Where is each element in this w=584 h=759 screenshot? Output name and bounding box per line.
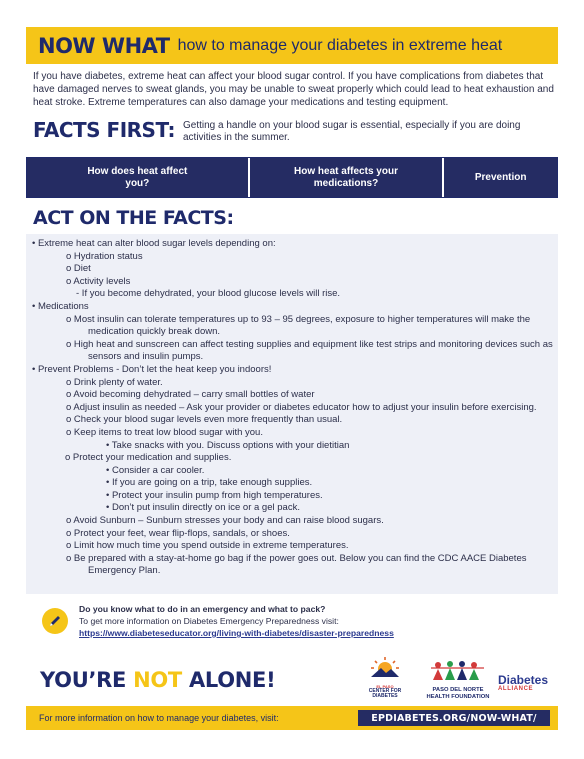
content-line: o Avoid Sunburn – Sunburn stresses your body and can raise blood sugars.	[66, 515, 384, 527]
header-bold-title: NOW WHAT	[38, 33, 170, 58]
tab-medications[interactable]: How heat affects your medications?	[250, 158, 445, 197]
content-line: o Limit how much time you spend outside in extreme temperatures.	[66, 540, 349, 552]
content-line: o Avoid becoming dehydrated – carry small bottles of water	[66, 389, 315, 401]
el-paso-center-for-diabetes-logo	[361, 655, 409, 700]
content-line: o Keep items to treat low blood sugar with you.	[66, 426, 263, 438]
facts-first-title: FACTS FIRST:	[33, 118, 175, 142]
content-line: o Check your blood sugar levels even more frequently than usual.	[66, 414, 343, 426]
facts-first-section	[33, 118, 563, 150]
content-line: • Don’t put insulin directly on ice or a gel pack.	[106, 502, 300, 514]
facts-content-panel	[26, 234, 558, 594]
content-line: o Activity levels	[66, 275, 131, 287]
facts-first-text: Getting a handle on your blood sugar is essential, especially if you are doing activities in the summer.	[183, 120, 521, 143]
emergency-question: Do you know what to do in an emergency and what to pack?	[79, 604, 326, 614]
logo3-diabetes: Diabetes	[498, 673, 549, 687]
logo1-line1: CENTER FOR	[368, 688, 402, 694]
alone-not: NOT	[133, 668, 182, 692]
content-line: • Medications	[32, 300, 89, 312]
logo2-line1: PASO DEL NORTE	[432, 687, 484, 693]
tab-heat-effects[interactable]: How does heat affect you?	[27, 158, 250, 197]
paso-del-norte-logo	[422, 660, 494, 700]
tab-prevention[interactable]: Prevention	[444, 158, 557, 197]
logo3-alliance: ALLIANCE	[498, 686, 534, 692]
logo2-line2: HEALTH FOUNDATION	[426, 693, 490, 700]
content-line: • Extreme heat can alter blood sugar levels depending on:	[32, 238, 276, 249]
people-figures-icon	[428, 660, 488, 682]
topic-tabs	[26, 157, 558, 198]
pencil-icon	[42, 608, 68, 634]
header-banner	[26, 27, 558, 64]
logo1-top: EL PASO	[376, 684, 394, 689]
emergency-text	[79, 603, 394, 639]
content-line: o Protect your medication and supplies.	[65, 452, 232, 464]
content-line: • Consider a car cooler.	[106, 464, 205, 476]
content-line: o Drink plenty of water.	[66, 376, 163, 388]
emergency-section	[26, 600, 558, 644]
content-line: • Take snacks with you. Discuss options with your dietitian	[106, 439, 350, 451]
content-line: o Protect your feet, wear flip-flops, sandals, or shoes.	[66, 527, 290, 539]
content-line: o Hydration status	[66, 250, 143, 262]
youre-not-alone-heading	[40, 668, 275, 692]
content-line: • If you are going on a trip, take enough supplies.	[106, 477, 313, 489]
content-line: o High heat and sunscreen can affect testing supplies and equipment like test strips and monitoring devices such as sensors and insulin pumps.	[66, 338, 553, 363]
content-line: • Prevent Problems - Don’t let the heat keep you indoors!	[32, 363, 272, 375]
sun-mountain-icon	[367, 655, 403, 679]
content-line: o Most insulin can tolerate temperatures up to 93 – 95 degrees, exposure to higher temperatures will make the medication quickly break down.	[66, 313, 531, 338]
act-on-facts-title: ACT ON THE FACTS:	[33, 207, 234, 229]
emergency-link[interactable]: https://www.diabeteseducator.org/living-with-diabetes/disaster-preparedness	[79, 628, 394, 638]
content-line: o Diet	[66, 263, 91, 275]
footer-text: For more information on how to manage your diabetes, visit:	[39, 713, 279, 723]
header-subtitle: how to manage your diabetes in extreme heat	[177, 36, 503, 54]
content-line: o Be prepared with a stay-at-home go bag if the power goes out. Below you can find the CDC AACE Diabetes Emergency Plan.	[66, 552, 527, 577]
emergency-info: To get more information on Diabetes Emergency Preparedness visit:	[79, 616, 339, 626]
content-line: - If you become dehydrated, your blood glucose levels will rise.	[76, 288, 341, 300]
intro-paragraph: If you have diabetes, extreme heat can affect your blood sugar control. If you have complications from diabetes that have damaged nerves to sweat glands, you may be unable to sweat properly which could lead to heat exhaustion and heat stroke. Extreme temperatures can also damage your medications and testing equipment.	[33, 71, 554, 108]
alone-part1: YOU’RE	[40, 668, 134, 692]
logo1-line2: DIABETES	[372, 693, 398, 699]
content-line: • Protect your insulin pump from high temperatures.	[106, 489, 323, 501]
footer-website-link[interactable]: EPDIABETES.ORG/NOW-WHAT/	[358, 710, 550, 726]
footer-bar	[26, 706, 558, 730]
alone-part3: ALONE!	[181, 668, 276, 692]
diabetes-alliance-logo	[498, 675, 560, 692]
content-line: o Adjust insulin as needed – Ask your provider or diabetes educator how to adjust your insulin before exercising.	[66, 401, 537, 413]
